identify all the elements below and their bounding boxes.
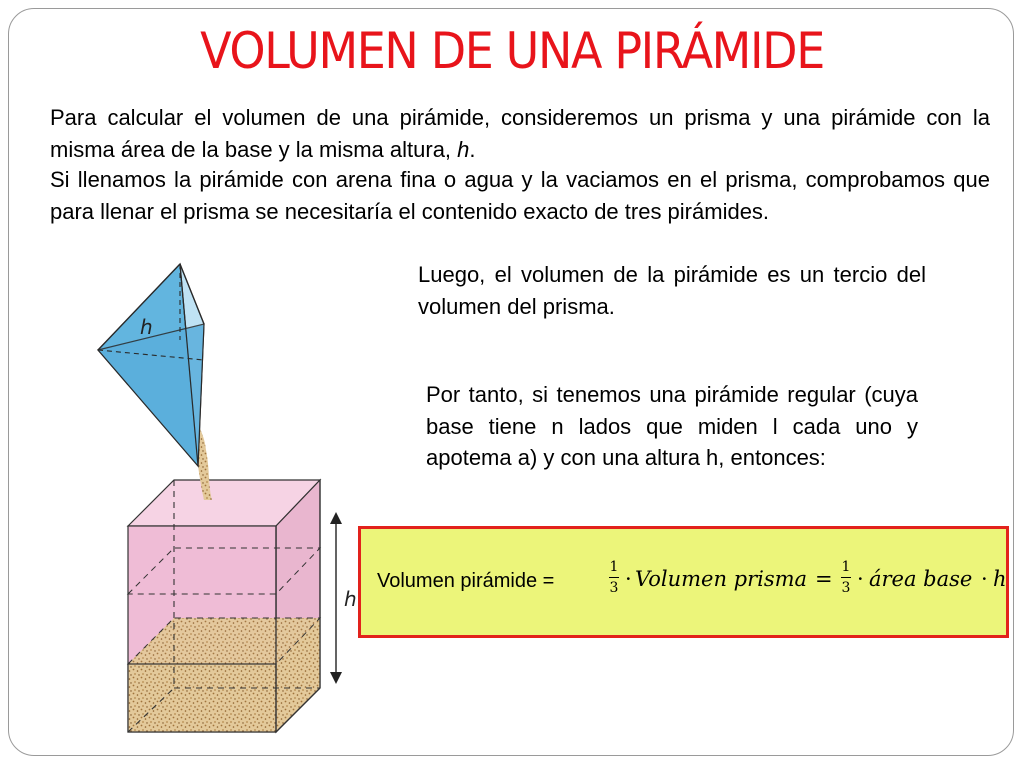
fraction-denominator: 3 [841, 580, 851, 596]
prism-height-arrow [330, 512, 357, 684]
fraction-numerator: 1 [841, 559, 851, 575]
fraction-numerator: 1 [609, 559, 619, 575]
intro-text: Para calcular el volumen de una pirámide, consideremos un prisma y una pirámide con la misma área de la base y la misma altura, [50, 105, 990, 162]
prism-height-label: h [344, 587, 357, 611]
term-area-base: área base [869, 567, 973, 591]
pyramid-prism-illustration [92, 260, 372, 740]
pyramid-height-label: h [140, 315, 153, 339]
formula-box [358, 526, 1009, 638]
height-variable: h [457, 136, 470, 162]
pyramid [98, 264, 204, 466]
fraction-denominator: 3 [609, 580, 619, 596]
equals-sign: = [815, 567, 833, 591]
regular-pyramid-paragraph: Por tanto, si tenemos una pirámide regular (cuya base tiene n lados que miden l cada uno y apotema a) y con una altura h, entonces: [426, 382, 918, 470]
multiply-dot: · [857, 567, 864, 591]
fraction-one-third-2 [841, 559, 851, 596]
fraction-one-third [609, 559, 619, 596]
multiply-dot: · [625, 567, 632, 591]
term-volumen-prisma: Volumen prisma [635, 567, 808, 591]
formula-label: Volumen pirámide = [377, 570, 555, 592]
slide-title: VOLUMEN DE UNA PIRÁMIDE [200, 22, 824, 80]
sand-experiment-paragraph: Si llenamos la pirámide con arena fina o agua y la vaciamos en el prisma, comprobamos que para llenar el prisma se necesitaría el contenido exacto de tres pirámides. [50, 167, 990, 224]
prism [128, 480, 320, 732]
intro-period: . [469, 136, 476, 162]
term-h: h [993, 567, 1007, 591]
multiply-dot: · [981, 567, 988, 591]
intro-paragraph [50, 102, 990, 165]
conclusion-paragraph: Luego, el volumen de la pirámide es un tercio del volumen del prisma. [418, 262, 926, 319]
sand-front [128, 664, 276, 732]
